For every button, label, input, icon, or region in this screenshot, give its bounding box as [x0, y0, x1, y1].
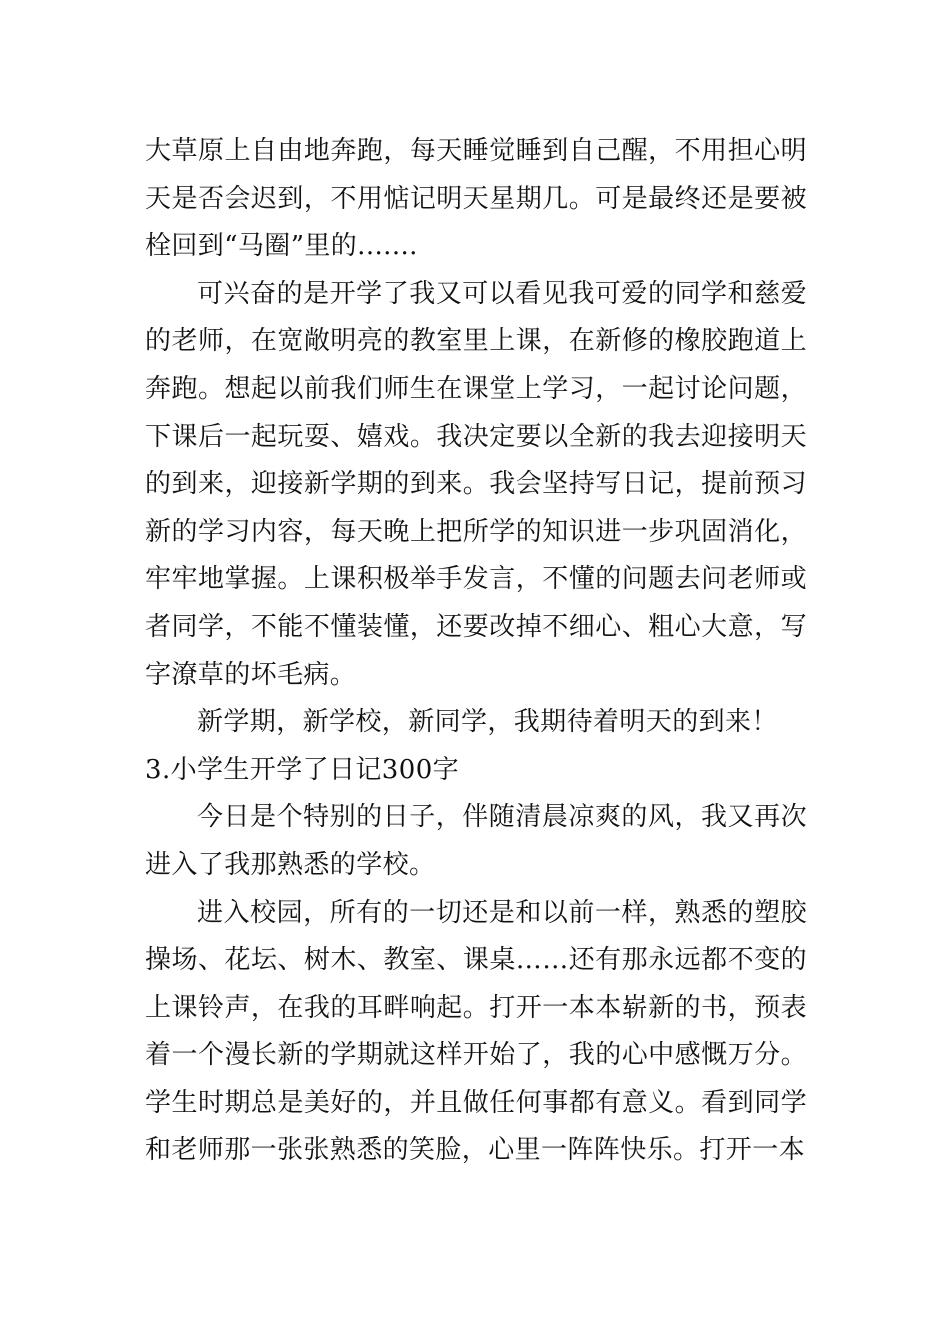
- paragraph-new-semester: 可兴奋的是开学了我又可以看见我可爱的同学和慈爱的老师，在宽敞明亮的教室里上课，在新修的橡胶跑道上奔跑。想起以前我们师生在课堂上学习，一起讨论问题，下课后一起玩耍、嬉戏。我决定要以全新的我去迎接明天的到来，迎接新学期的到来。我会坚持写日记，提前预习新的学习内容，每天晚上把所学的知识进一步巩固消化，牢牢地掌握。上课积极举手发言，不懂的问题去问老师或者同学，不能不懂装懂，还要改掉不细心、粗心大意，写字潦草的坏毛病。: [145, 278, 807, 690]
- section-heading: 3.小学生开学了日记300字: [145, 754, 460, 785]
- paragraph-campus: 进入校园，所有的一切还是和以前一样，熟悉的塑胶操场、花坛、树木、教室、课桌……还有那永远都不变的上课铃声，在我的耳畔响起。打开一本本崭新的书，预表着一个漫长新的学期就这样开始了，我的心中感慨万分。学生时期总是美好的，并且做任何事都有意义。看到同学和老师那一张张熟悉的笑脸，心里一阵阵快乐。打开一本: [145, 897, 807, 1166]
- document-body: [145, 128, 807, 1175]
- paragraph-closing: 新学期，新学校，新同学，我期待着明天的到来！: [197, 707, 778, 738]
- paragraph-continuation: 大草原上自由地奔跑，每天睡觉睡到自己醒，不用担心明天是否会迟到，不用惦记明天星期几。可是最终还是要被栓回到“马圈”里的.......: [145, 136, 807, 262]
- paragraph-special-day: 今日是个特别的日子，伴随清晨凉爽的风，我又再次进入了我那熟悉的学校。: [145, 802, 807, 880]
